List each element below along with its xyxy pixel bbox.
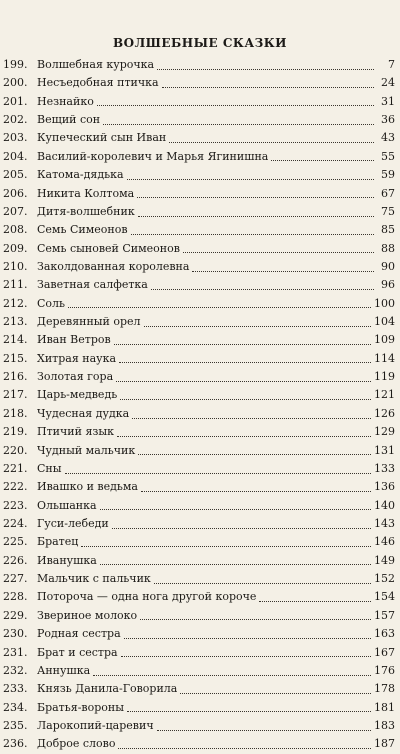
entry-page-number: 136 xyxy=(374,480,395,494)
toc-entry xyxy=(3,533,395,551)
entry-title: Чудный мальчик xyxy=(37,443,136,457)
section-heading: ВОЛШЕБНЫЕ СКАЗКИ xyxy=(112,36,288,50)
dot-leader xyxy=(97,105,374,106)
entry-title: Звериное молоко xyxy=(37,608,138,622)
entry-page-number: 129 xyxy=(374,425,395,439)
entry-title: Дитя-волшебник xyxy=(37,204,135,218)
entry-number: 221. xyxy=(3,461,28,475)
entry-number: 205. xyxy=(3,168,28,182)
dot-leader xyxy=(151,289,374,290)
entry-page-number: 167 xyxy=(374,645,395,659)
entry-page-number: 43 xyxy=(381,131,395,145)
dot-leader xyxy=(116,381,371,382)
entry-number: 231. xyxy=(3,645,28,659)
toc-entry xyxy=(3,111,395,129)
entry-number: 222. xyxy=(3,480,28,494)
entry-page-number: 85 xyxy=(381,223,395,237)
entry-title: Братец xyxy=(37,535,79,549)
entry-number: 207. xyxy=(3,204,28,218)
toc-entry xyxy=(3,552,395,570)
toc-entry xyxy=(3,276,395,294)
entry-title: Потороча — одна нога другой короче xyxy=(37,590,257,604)
entry-number: 224. xyxy=(3,516,28,530)
entry-page-number: 59 xyxy=(381,168,395,182)
entry-title: Соль xyxy=(37,296,66,310)
entry-number: 232. xyxy=(3,663,28,677)
entry-number: 226. xyxy=(3,553,28,567)
dot-leader xyxy=(127,179,374,180)
dot-leader xyxy=(124,638,371,639)
dot-leader xyxy=(137,197,374,198)
entry-number: 214. xyxy=(3,333,28,347)
toc-entry xyxy=(3,56,395,74)
entry-page-number: 100 xyxy=(374,296,395,310)
entry-title: Заколдованная королевна xyxy=(37,259,190,273)
toc-entry xyxy=(3,350,395,368)
dot-leader xyxy=(162,87,374,88)
entry-page-number: 75 xyxy=(381,204,395,218)
toc-entry xyxy=(3,460,395,478)
table-of-contents xyxy=(3,56,395,754)
toc-entry xyxy=(3,570,395,588)
entry-page-number: 67 xyxy=(381,186,395,200)
toc-entry xyxy=(3,644,395,662)
entry-page-number: 88 xyxy=(381,241,395,255)
entry-page-number: 152 xyxy=(374,572,395,586)
entry-title: Иван Ветров xyxy=(37,333,111,347)
toc-entry xyxy=(3,662,395,680)
entry-title: Семь сыновей Симеонов xyxy=(37,241,180,255)
entry-number: 236. xyxy=(3,737,28,751)
toc-entry xyxy=(3,735,395,753)
entry-page-number: 96 xyxy=(381,278,395,292)
entry-number: 220. xyxy=(3,443,28,457)
entry-title: Братья-вороны xyxy=(37,700,124,714)
dot-leader xyxy=(93,675,371,676)
entry-title: Доброе слово xyxy=(37,737,116,751)
entry-title: Иванушка xyxy=(37,553,97,567)
entry-page-number: 109 xyxy=(374,333,395,347)
entry-page-number: 163 xyxy=(374,627,395,641)
toc-entry xyxy=(3,129,395,147)
entry-number: 217. xyxy=(3,388,28,402)
toc-entry xyxy=(3,680,395,698)
dot-leader xyxy=(81,546,371,547)
entry-number: 199. xyxy=(3,58,28,71)
dot-leader xyxy=(114,344,371,345)
entry-number: 216. xyxy=(3,370,28,384)
entry-page-number: 119 xyxy=(374,370,395,384)
toc-entry xyxy=(3,258,395,276)
entry-title: Чудесная дудка xyxy=(37,406,130,420)
entry-page-number: 140 xyxy=(374,498,395,512)
entry-title: Купеческий сын Иван xyxy=(37,131,167,145)
entry-number: 213. xyxy=(3,315,28,329)
toc-entry xyxy=(3,221,395,239)
entry-page-number: 31 xyxy=(381,94,395,108)
entry-page-number: 104 xyxy=(374,315,395,329)
entry-number: 227. xyxy=(3,572,28,586)
entry-number: 233. xyxy=(3,682,28,696)
dot-leader xyxy=(144,326,371,327)
entry-title: Заветная салфетка xyxy=(37,278,148,292)
entry-page-number: 24 xyxy=(381,76,395,90)
toc-entry xyxy=(3,368,395,386)
dot-leader xyxy=(65,473,371,474)
entry-title: Царь-медведь xyxy=(37,388,118,402)
toc-entry xyxy=(3,478,395,496)
toc-entry xyxy=(3,295,395,313)
entry-page-number: 176 xyxy=(374,663,395,677)
entry-number: 229. xyxy=(3,608,28,622)
entry-title: Аннушка xyxy=(37,663,91,677)
toc-entry xyxy=(3,166,395,184)
entry-title: Никита Колтома xyxy=(37,186,135,200)
dot-leader xyxy=(183,252,374,253)
entry-page-number: 187 xyxy=(374,737,395,751)
entry-title: Родная сестра xyxy=(37,627,121,641)
dot-leader xyxy=(192,271,374,272)
dot-leader xyxy=(131,234,374,235)
entry-title: Деревянный орел xyxy=(37,315,141,329)
dot-leader xyxy=(100,564,371,565)
toc-entry xyxy=(3,515,395,533)
entry-title: Семь Симеонов xyxy=(37,223,128,237)
entry-number: 208. xyxy=(3,223,28,237)
dot-leader xyxy=(100,509,371,510)
toc-entry xyxy=(3,386,395,404)
entry-page-number: 121 xyxy=(374,388,395,402)
entry-title: Вещий сон xyxy=(37,113,101,127)
toc-entry xyxy=(3,185,395,203)
entry-number: 209. xyxy=(3,241,28,255)
toc-entry xyxy=(3,442,395,460)
dot-leader xyxy=(141,491,371,492)
entry-number: 223. xyxy=(3,498,28,512)
toc-entry xyxy=(3,148,395,166)
entry-title: Ольшанка xyxy=(37,498,97,512)
entry-page-number: 183 xyxy=(374,718,395,732)
entry-title: Ивашко и ведьма xyxy=(37,480,138,494)
entry-number: 201. xyxy=(3,94,28,108)
entry-number: 234. xyxy=(3,700,28,714)
entry-page-number: 181 xyxy=(374,700,395,714)
dot-leader xyxy=(157,730,371,731)
entry-page-number: 131 xyxy=(374,443,395,457)
entry-title: Гуси-лебеди xyxy=(37,516,109,530)
dot-leader xyxy=(138,454,371,455)
toc-entry xyxy=(3,423,395,441)
entry-title: Сны xyxy=(37,461,62,475)
entry-title: Катома-дядька xyxy=(37,168,124,182)
toc-entry xyxy=(3,717,395,735)
toc-entry xyxy=(3,74,395,92)
entry-title: Хитрая наука xyxy=(37,351,117,365)
entry-number: 202. xyxy=(3,113,28,127)
entry-number: 215. xyxy=(3,351,28,365)
entry-title: Незнайко xyxy=(37,94,94,108)
toc-entry xyxy=(3,93,395,111)
entry-page-number: 126 xyxy=(374,406,395,420)
entry-number: 235. xyxy=(3,718,28,732)
entry-number: 203. xyxy=(3,131,28,145)
dot-leader xyxy=(132,418,371,419)
toc-entry xyxy=(3,405,395,423)
entry-title: Птичий язык xyxy=(37,425,115,439)
entry-page-number: 90 xyxy=(381,259,395,273)
entry-number: 204. xyxy=(3,149,28,163)
dot-leader xyxy=(120,399,371,400)
entry-title: Волшебная курочка xyxy=(37,58,155,71)
entry-number: 230. xyxy=(3,627,28,641)
toc-entry xyxy=(3,699,395,717)
entry-number: 219. xyxy=(3,425,28,439)
entry-number: 212. xyxy=(3,296,28,310)
entry-number: 200. xyxy=(3,76,28,90)
toc-entry xyxy=(3,331,395,349)
dot-leader xyxy=(112,528,371,529)
dot-leader xyxy=(259,601,371,602)
entry-number: 206. xyxy=(3,186,28,200)
entry-page-number: 146 xyxy=(374,535,395,549)
dot-leader xyxy=(119,362,371,363)
entry-page-number: 55 xyxy=(381,149,395,163)
entry-page-number: 157 xyxy=(374,608,395,622)
entry-page-number: 178 xyxy=(374,682,395,696)
dot-leader xyxy=(127,711,371,712)
entry-page-number: 7 xyxy=(388,58,395,71)
entry-title: Василий-королевич и Марья Ягинишна xyxy=(37,149,269,163)
toc-entry xyxy=(3,497,395,515)
entry-number: 210. xyxy=(3,259,28,273)
toc-entry xyxy=(3,588,395,606)
entry-page-number: 143 xyxy=(374,516,395,530)
toc-entry xyxy=(3,625,395,643)
entry-number: 218. xyxy=(3,406,28,420)
dot-leader xyxy=(121,656,371,657)
dot-leader xyxy=(140,619,371,620)
toc-entry xyxy=(3,203,395,221)
entry-title: Князь Данила-Говорила xyxy=(37,682,178,696)
entry-page-number: 114 xyxy=(374,351,395,365)
entry-number: 228. xyxy=(3,590,28,604)
entry-page-number: 133 xyxy=(374,461,395,475)
entry-title: Мальчик с пальчик xyxy=(37,572,151,586)
dot-leader xyxy=(157,69,374,70)
entry-page-number: 154 xyxy=(374,590,395,604)
dot-leader xyxy=(103,124,374,125)
dot-leader xyxy=(169,142,374,143)
toc-entry xyxy=(3,607,395,625)
dot-leader xyxy=(154,583,371,584)
dot-leader xyxy=(68,307,371,308)
entry-title: Несъедобная птичка xyxy=(37,76,159,90)
entry-title: Золотая гора xyxy=(37,370,114,384)
dot-leader xyxy=(138,216,374,217)
toc-entry xyxy=(3,240,395,258)
dot-leader xyxy=(271,160,374,161)
entry-title: Ларокопий-царевич xyxy=(37,718,154,732)
dot-leader xyxy=(118,748,371,749)
toc-entry xyxy=(3,313,395,331)
dot-leader xyxy=(180,693,371,694)
entry-page-number: 149 xyxy=(374,553,395,567)
entry-title: Брат и сестра xyxy=(37,645,118,659)
entry-page-number: 36 xyxy=(381,113,395,127)
entry-number: 211. xyxy=(3,278,28,292)
entry-number: 225. xyxy=(3,535,28,549)
dot-leader xyxy=(117,436,371,437)
